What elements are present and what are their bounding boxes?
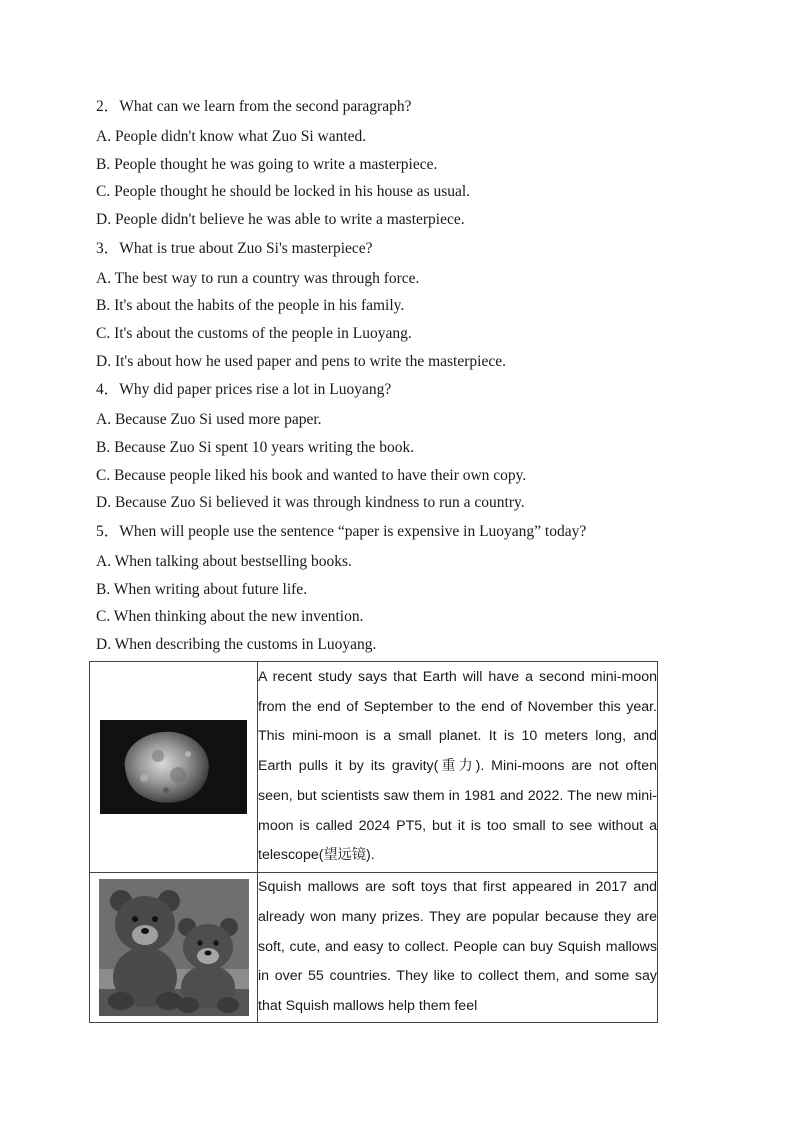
question-3-option-b: B. It's about the habits of the people in his family. <box>96 297 405 314</box>
question-5-option-c: C. When thinking about the new invention. <box>96 608 364 625</box>
question-4-option-c: C. Because people liked his book and wanted to have their own copy. <box>96 467 527 484</box>
asteroid-photo <box>100 720 247 814</box>
question-4-stem: 4．Why did paper prices rise a lot in Luoyang? <box>96 381 392 398</box>
teddy-bears-photo <box>99 879 249 1016</box>
question-5-stem: 5．When will people use the sentence “paper is expensive in Luoyang” today? <box>96 523 587 540</box>
question-5-option-a: A. When talking about bestselling books. <box>96 553 352 570</box>
table-row <box>90 873 658 1023</box>
question-3-stem: 3．What is true about Zuo Si's masterpiece? <box>96 240 373 257</box>
image-cell <box>90 662 258 873</box>
question-3-option-a: A. The best way to run a country was through force. <box>96 270 420 287</box>
squishmallows-paragraph: Squish mallows are soft toys that first appeared in 2017 and already won many prizes. They are popular because they are soft, cute, and easy to collect. People can buy Squish mallows in over 55 countries. They like to collect them, and some say that Squish mallows help them feel <box>258 873 658 1023</box>
image-cell <box>90 873 258 1023</box>
question-4-option-b: B. Because Zuo Si spent 10 years writing the book. <box>96 439 415 456</box>
question-4-option-a: A. Because Zuo Si used more paper. <box>96 411 322 428</box>
question-2-option-b: B. People thought he was going to write a masterpiece. <box>96 156 438 173</box>
mini-moon-paragraph: A recent study says that Earth will have a second mini-moon from the end of September to the end of November this year. This mini-moon is a small planet. It is 10 meters long, and Earth pulls it by its gravity(重力). Mini-moons are not often seen, but scientists saw them in 1981 and 2022. The new mini-moon is called 2024 PT5, but it is too small to see without a telescope(望远镜). <box>258 662 658 873</box>
question-3-option-c: C. It's about the customs of the people in Luoyang. <box>96 325 412 342</box>
question-2-option-c: C. People thought he should be locked in his house as usual. <box>96 183 471 200</box>
question-5-option-b: B. When writing about future life. <box>96 581 308 598</box>
question-2-option-d: D. People didn't believe he was able to write a masterpiece. <box>96 211 465 228</box>
question-2-option-a: A. People didn't know what Zuo Si wanted. <box>96 128 367 145</box>
table-row <box>90 662 658 873</box>
question-3-option-d: D. It's about how he used paper and pens to write the masterpiece. <box>96 353 506 370</box>
reading-table <box>89 661 658 1023</box>
question-2-stem: 2．What can we learn from the second paragraph? <box>96 98 412 115</box>
question-4-option-d: D. Because Zuo Si believed it was through kindness to run a country. <box>96 494 525 511</box>
question-5-option-d: D. When describing the customs in Luoyang. <box>96 636 377 653</box>
